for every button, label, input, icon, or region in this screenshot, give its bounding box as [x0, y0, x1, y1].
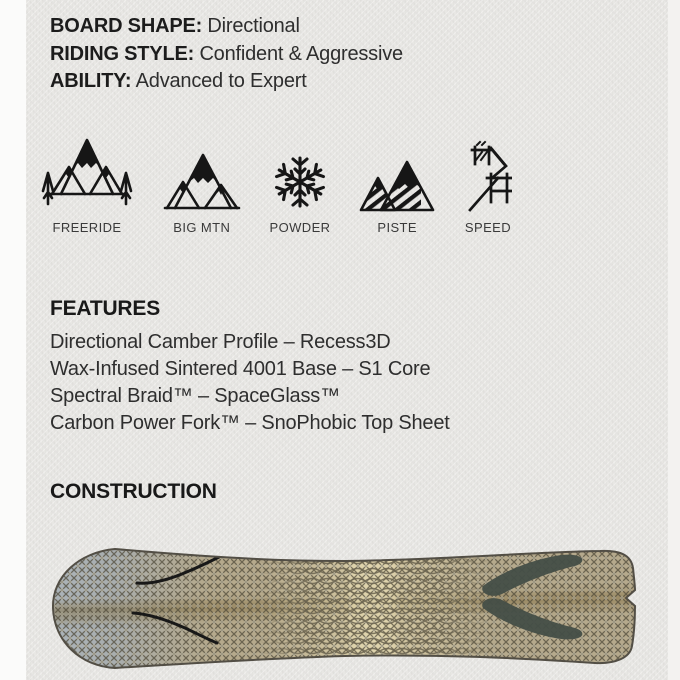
terrain-icon-row [40, 136, 512, 235]
terrain-powder [270, 136, 331, 235]
spec-riding-style [50, 41, 403, 69]
board-specs-block [50, 13, 403, 96]
snowflake-icon [271, 136, 329, 214]
freeride-mountains-trees-icon [40, 136, 134, 214]
features-heading: FEATURES [50, 297, 161, 320]
spec-label: BOARD SHAPE: [50, 15, 203, 37]
snowboard-construction-image [50, 546, 640, 672]
left-margin-strip [0, 0, 26, 680]
spec-label: ABILITY: [50, 70, 132, 92]
terrain-label-big-mtn: BIG MTN [173, 220, 231, 235]
construction-heading: CONSTRUCTION [50, 480, 217, 503]
terrain-freeride [40, 136, 134, 235]
terrain-label-speed: SPEED [464, 220, 511, 235]
terrain-piste [357, 136, 437, 235]
big-mountain-icon [161, 136, 243, 214]
groomed-piste-icon [357, 136, 437, 214]
slalom-gates-icon [464, 136, 512, 214]
feature-item: Carbon Power Fork™ – SnoPhobic Top Sheet [50, 412, 450, 434]
terrain-label-piste: PISTE [377, 220, 417, 235]
feature-item: Spectral Braid™ – SpaceGlass™ [50, 385, 340, 407]
terrain-label-powder: POWDER [269, 220, 331, 235]
features-section [50, 297, 450, 437]
spec-label: RIDING STYLE: [50, 42, 195, 65]
spec-value: Directional [207, 15, 300, 37]
terrain-big-mtn [161, 136, 243, 235]
feature-item: Directional Camber Profile – Recess3D [50, 331, 391, 353]
right-margin-strip [668, 0, 680, 680]
terrain-speed [464, 136, 512, 235]
terrain-label-freeride: FREERIDE [52, 220, 122, 235]
spec-value: Advanced to Expert [135, 70, 307, 92]
spec-value: Confident & Aggressive [199, 42, 403, 65]
spec-ability [50, 68, 403, 96]
feature-item: Wax-Infused Sintered 4001 Base – S1 Core [50, 358, 431, 380]
spec-board-shape [50, 13, 403, 41]
